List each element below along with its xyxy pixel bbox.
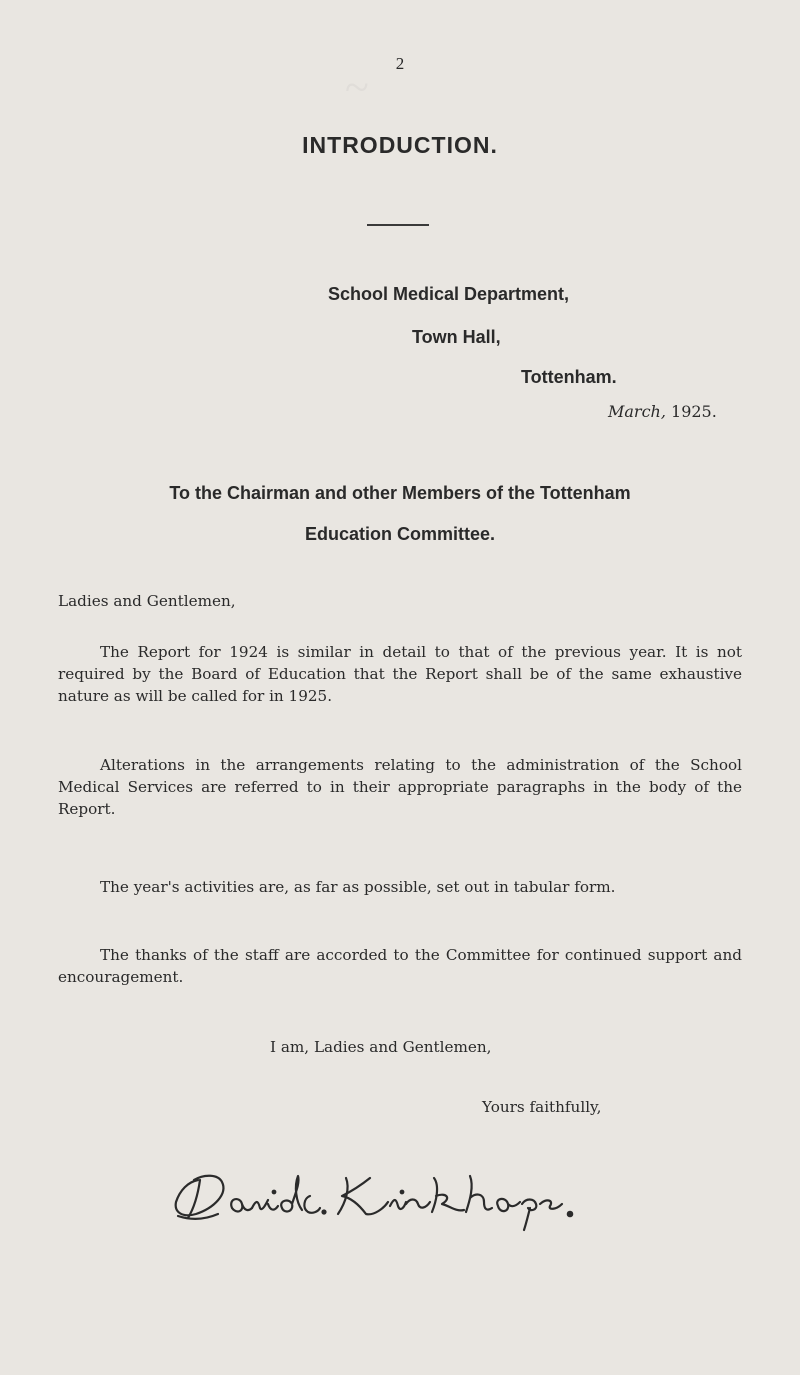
paragraph-tabular-form: The year's activities are, as far as possible, set out in tabular form.: [100, 878, 616, 896]
paragraph-report-scope: The Report for 1924 is similar in detail to that of the previous year. It is not required by the Board of Education that the Report shall be of the same exhaustive nature as will be called for in 1925.: [58, 643, 742, 705]
paragraph-alterations: Alterations in the arrangements relating to the administration of the School Medical Services are referred to in their appropriate paragraphs in the body of the Report.: [58, 756, 742, 818]
address-line-town: Tottenham.: [521, 367, 617, 387]
address-line-town-hall: Town Hall,: [412, 327, 501, 347]
date-year: 1925.: [671, 402, 717, 421]
divider: [367, 224, 429, 226]
greeting: Ladies and Gentlemen,: [58, 592, 236, 610]
date-month: March,: [608, 402, 666, 421]
closing-salutation: I am, Ladies and Gentlemen,: [270, 1038, 492, 1056]
show-through-text: ~: [345, 63, 369, 112]
letter-date: [608, 402, 717, 421]
signature: [170, 1168, 760, 1232]
closing-yours-faithfully: Yours faithfully,: [482, 1098, 602, 1116]
address-line-department: School Medical Department,: [328, 284, 570, 304]
paragraph-thanks: The thanks of the staff are accorded to the Committee for continued support and encouragement.: [58, 946, 742, 986]
addressee-line-2: Education Committee.: [304, 524, 496, 544]
addressee-line-1: To the Chairman and other Members of the Tottenham: [169, 483, 631, 503]
signature-text: David C. Kirkhope.: [170, 1168, 180, 1169]
page-number: 2: [395, 54, 405, 73]
page-title: INTRODUCTION.: [302, 132, 498, 158]
